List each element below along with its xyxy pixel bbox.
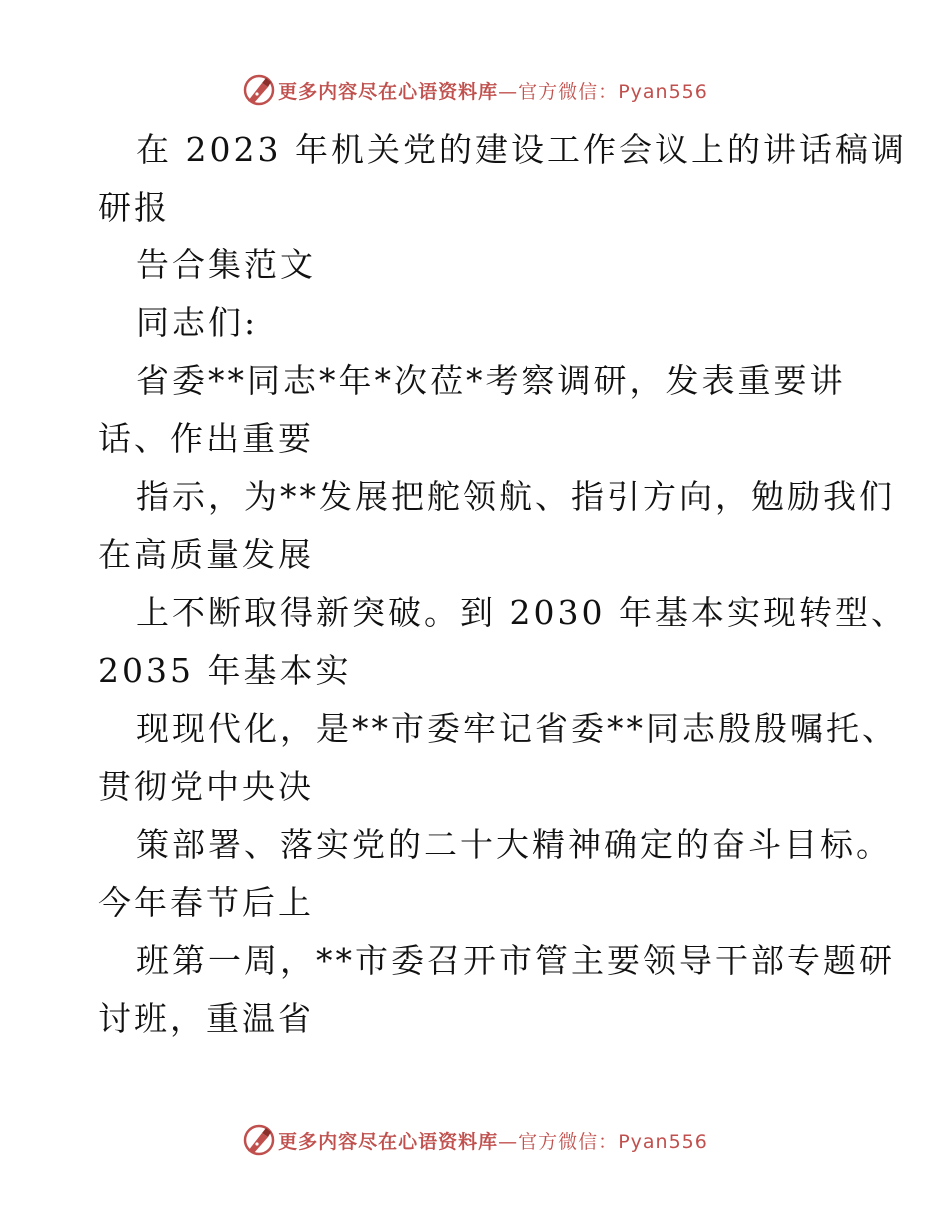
- watermark-text: [278, 1127, 708, 1154]
- text-line: 讨班，重温省: [98, 999, 314, 1038]
- text-line: 上不断取得新突破。到 2030 年基本实现转型、: [136, 593, 907, 632]
- text-line: 研报: [98, 188, 170, 227]
- text-line: 贯彻党中央决: [98, 767, 314, 806]
- watermark-site-text: 更多内容尽在心语资料库: [278, 80, 499, 103]
- watermark-wechat-label: 官方微信：: [518, 80, 619, 103]
- pen-nib-logo-icon: [242, 1123, 276, 1157]
- text-line: 同志们:: [136, 303, 259, 342]
- text-line: 在高质量发展: [98, 535, 314, 574]
- watermark-dash: —: [498, 1130, 519, 1153]
- text-line: 告合集范文: [136, 245, 316, 284]
- text-line: 指示，为**发展把舵领航、指引方向，勉励我们: [136, 477, 895, 516]
- text-line: 2035 年基本实: [98, 651, 352, 690]
- watermark-site-text: 更多内容尽在心语资料库: [278, 1130, 499, 1153]
- text-line: 在 2023 年机关党的建设工作会议上的讲话稿调: [136, 130, 907, 169]
- watermark-wechat-id: Pyan556: [618, 80, 708, 103]
- pen-nib-logo-icon: [242, 73, 276, 107]
- footer-watermark: [0, 1120, 950, 1160]
- text-line: 现现代化，是**市委牢记省委**同志殷殷嘱托、: [136, 709, 898, 748]
- watermark-text: [278, 77, 708, 104]
- header-watermark: [0, 70, 950, 110]
- watermark-dash: —: [498, 80, 519, 103]
- text-line: 今年春节后上: [98, 883, 314, 922]
- watermark-wechat-id: Pyan556: [618, 1130, 708, 1153]
- text-line: 班第一周，**市委召开市管主要领导干部专题研: [136, 941, 895, 980]
- text-line: 省委**同志*年*次莅*考察调研，发表重要讲: [136, 361, 846, 400]
- text-line: 策部署、落实党的二十大精神确定的奋斗目标。: [136, 825, 892, 864]
- text-line: 话、作出重要: [98, 419, 314, 458]
- watermark-wechat-label: 官方微信：: [518, 1130, 619, 1153]
